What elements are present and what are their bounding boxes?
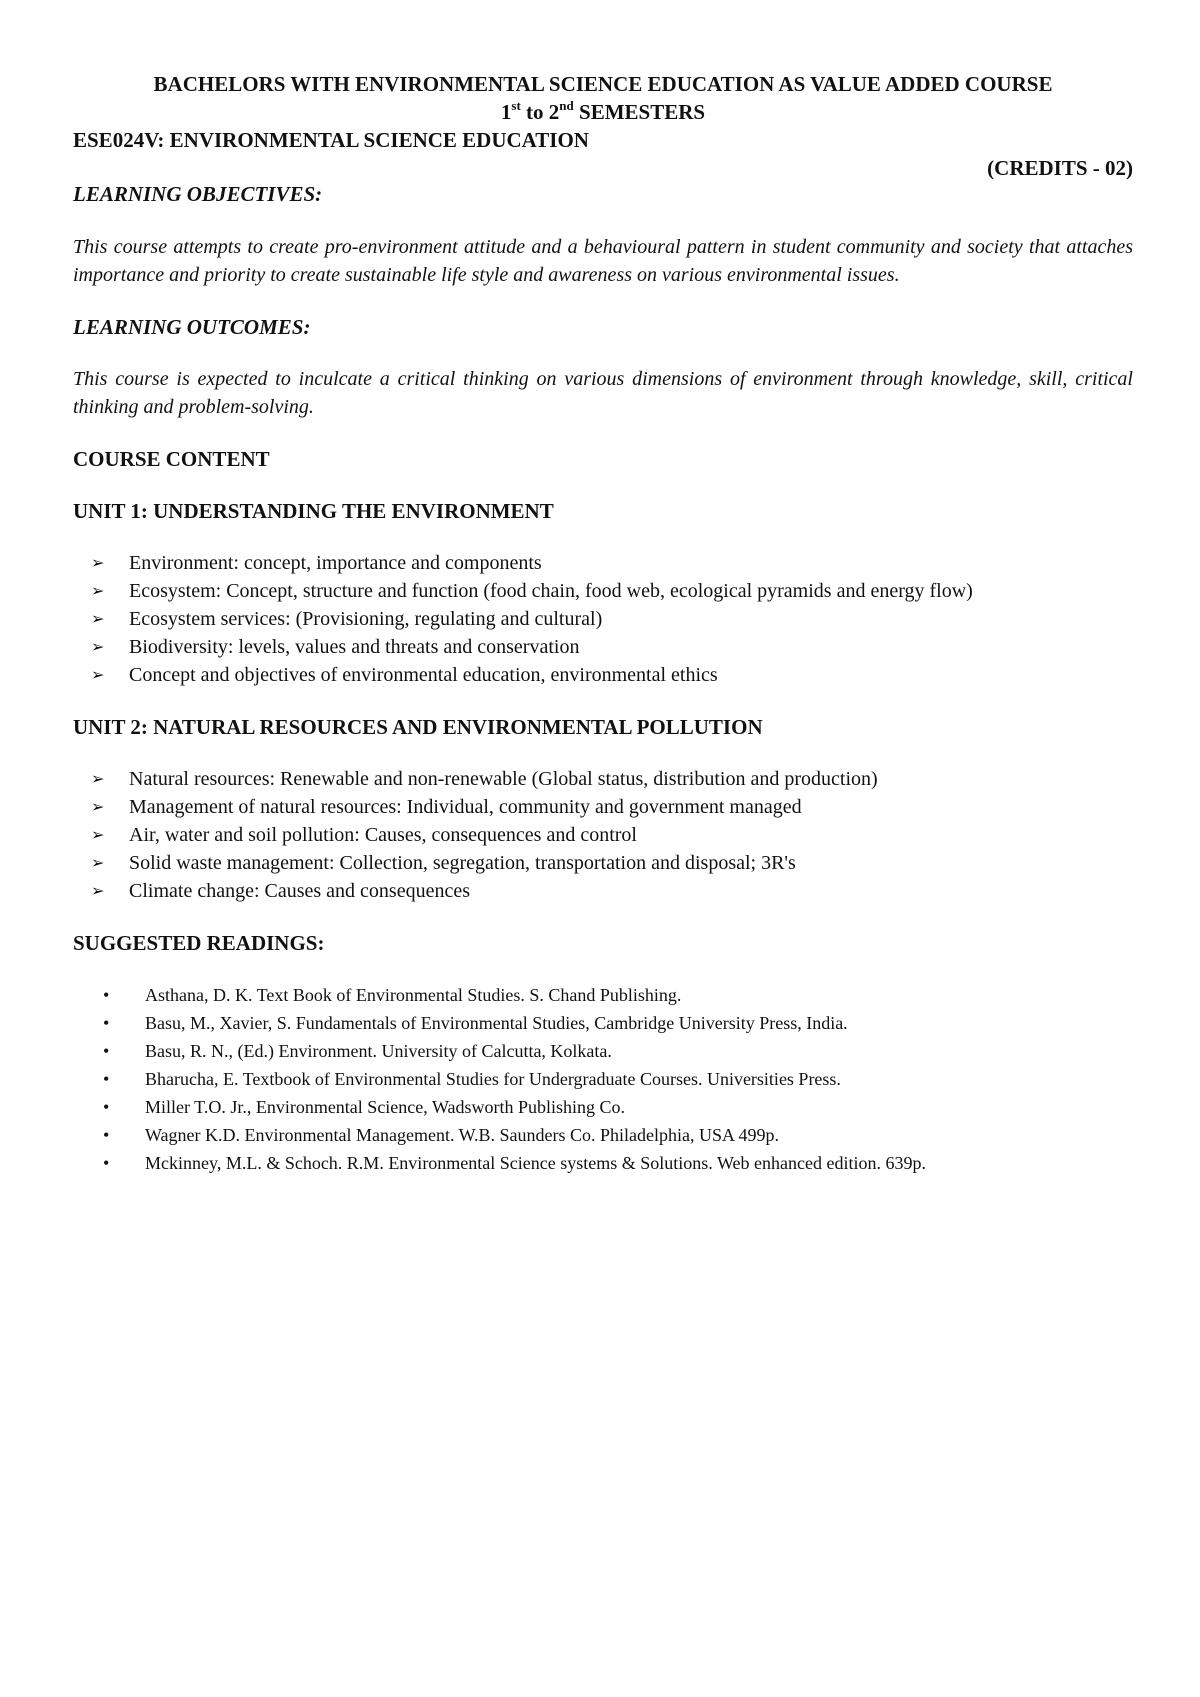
list-item: • Basu, M., Xavier, S. Fundamentals of Environmental Studies, Cambridge University Press, India.	[73, 1009, 1133, 1037]
list-item: ➢ Solid waste management: Collection, segregation, transportation and disposal; 3R's	[73, 849, 1133, 877]
outcomes-heading: LEARNING OUTCOMES:	[73, 315, 311, 339]
list-item: ➢ Management of natural resources: Individual, community and government managed	[73, 793, 1133, 821]
list-item: ➢ Ecosystem: Concept, structure and function (food chain, food web, ecological pyramids and energy flow)	[73, 577, 1133, 605]
dot-bullet-icon: •	[103, 1069, 110, 1089]
unit1-list	[73, 549, 1133, 689]
document-page	[73, 70, 1133, 1177]
unit2-list	[73, 765, 1133, 905]
list-item: ➢ Air, water and soil pollution: Causes, consequences and control	[73, 821, 1133, 849]
course-code-title: ESE024V: ENVIRONMENTAL SCIENCE EDUCATION	[73, 128, 589, 152]
dot-bullet-icon: •	[103, 1013, 110, 1033]
course-content-heading: COURSE CONTENT	[73, 447, 270, 471]
arrow-bullet-icon: ➢	[91, 769, 105, 788]
semester-rest: SEMESTERS	[573, 100, 706, 124]
arrow-bullet-icon: ➢	[91, 665, 105, 684]
dot-bullet-icon: •	[103, 1097, 110, 1117]
semester-line	[73, 98, 1133, 126]
readings-list	[73, 981, 1133, 1177]
course-credits: (CREDITS - 02)	[987, 156, 1133, 180]
list-item: ➢ Biodiversity: levels, values and threats and conservation	[73, 633, 1133, 661]
arrow-bullet-icon: ➢	[91, 881, 105, 900]
list-item: ➢ Natural resources: Renewable and non-renewable (Global status, distribution and production)	[73, 765, 1133, 793]
outcomes-text: This course is expected to inculcate a critical thinking on various dimensions of environment through knowledge, skill, critical thinking and problem-solving.	[73, 368, 1133, 418]
dot-bullet-icon: •	[103, 985, 110, 1005]
list-item: • Mckinney, M.L. & Schoch. R.M. Environmental Science systems & Solutions. Web enhanced edition. 639p.	[73, 1149, 1133, 1177]
semester-to-suffix: nd	[559, 98, 574, 113]
unit2-heading: UNIT 2: NATURAL RESOURCES AND ENVIRONMENTAL POLLUTION	[73, 715, 763, 739]
dot-bullet-icon: •	[103, 1041, 110, 1061]
semester-to-text: to 2	[520, 100, 560, 124]
arrow-bullet-icon: ➢	[91, 637, 105, 656]
list-item: ➢ Climate change: Causes and consequences	[73, 877, 1133, 905]
list-item: ➢ Environment: concept, importance and components	[73, 549, 1133, 577]
arrow-bullet-icon: ➢	[91, 825, 105, 844]
semester-from-number: 1	[500, 100, 512, 124]
arrow-bullet-icon: ➢	[91, 853, 105, 872]
list-item: • Basu, R. N., (Ed.) Environment. University of Calcutta, Kolkata.	[73, 1037, 1133, 1065]
objectives-heading: LEARNING OBJECTIVES:	[73, 182, 323, 206]
arrow-bullet-icon: ➢	[91, 553, 105, 572]
list-item: ➢ Concept and objectives of environmental education, environmental ethics	[73, 661, 1133, 689]
dot-bullet-icon: •	[103, 1153, 110, 1173]
list-item: ➢ Ecosystem services: (Provisioning, regulating and cultural)	[73, 605, 1133, 633]
dot-bullet-icon: •	[103, 1125, 110, 1145]
unit1-heading: UNIT 1: UNDERSTANDING THE ENVIRONMENT	[73, 499, 554, 523]
program-title: BACHELORS WITH ENVIRONMENTAL SCIENCE EDUCATION AS VALUE ADDED COURSE	[153, 72, 1053, 96]
list-item: • Bharucha, E. Textbook of Environmental Studies for Undergraduate Courses. Universities Press.	[73, 1065, 1133, 1093]
arrow-bullet-icon: ➢	[91, 609, 105, 628]
list-item: • Wagner K.D. Environmental Management. W.B. Saunders Co. Philadelphia, USA 499p.	[73, 1121, 1133, 1149]
objectives-text: This course attempts to create pro-environment attitude and a behavioural pattern in student community and society that attaches importance and priority to create sustainable life style and awareness on various environmental issues.	[73, 236, 1133, 286]
readings-heading: SUGGESTED READINGS:	[73, 931, 325, 955]
arrow-bullet-icon: ➢	[91, 581, 105, 600]
list-item: • Asthana, D. K. Text Book of Environmental Studies. S. Chand Publishing.	[73, 981, 1133, 1009]
list-item: • Miller T.O. Jr., Environmental Science, Wadsworth Publishing Co.	[73, 1093, 1133, 1121]
arrow-bullet-icon: ➢	[91, 797, 105, 816]
semester-from-suffix: st	[511, 98, 521, 113]
